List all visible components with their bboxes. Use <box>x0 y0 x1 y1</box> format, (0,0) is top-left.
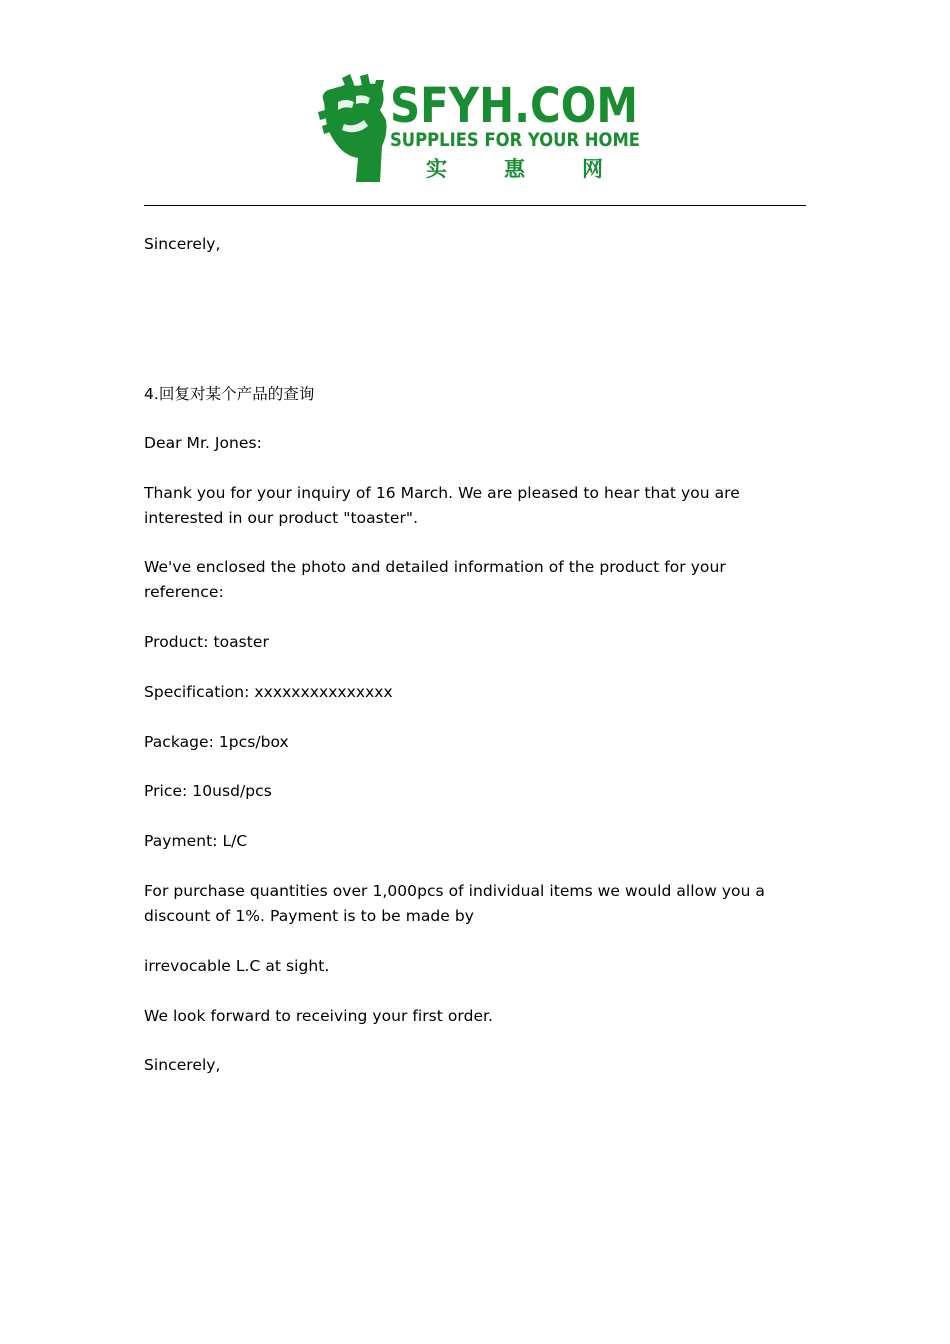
intro-line-2: interested in our product "toaster". <box>144 509 419 527</box>
logo-char-1: 实 <box>426 156 447 181</box>
page-header <box>144 0 806 207</box>
logo-char-3: 网 <box>582 156 603 181</box>
intro-line-1: Thank you for your inquiry of 16 March. We are pleased to hear that you are <box>144 484 740 502</box>
price-line: Price: 10usd/pcs <box>144 782 272 800</box>
section-title: 回复对某个产品的查询 <box>158 385 315 403</box>
package-line: Package: 1pcs/box <box>144 733 289 751</box>
discount-line-2: discount of 1%. Payment is to be made by <box>144 907 474 925</box>
closing: Sincerely, <box>144 1056 221 1074</box>
terms-line: irrevocable L.C at sight. <box>144 957 330 975</box>
product-line: Product: toaster <box>144 633 269 651</box>
section-heading <box>144 382 806 407</box>
enclosed-line-1: We've enclosed the photo and detailed information of the product for your <box>144 558 726 576</box>
previous-closing: Sincerely, <box>144 235 221 253</box>
section-number: 4. <box>144 385 159 403</box>
sfyh-logo <box>316 72 642 184</box>
salutation: Dear Mr. Jones: <box>144 434 262 452</box>
payment-line: Payment: L/C <box>144 832 248 850</box>
logo-tagline: SUPPLIES FOR YOUR HOME <box>390 129 640 151</box>
logo-brand: SFYH.COM <box>390 78 638 134</box>
sfyh-logo-graphic <box>316 72 642 184</box>
closing-remark: We look forward to receiving your first order. <box>144 1007 494 1025</box>
specification-line: Specification: xxxxxxxxxxxxxxx <box>144 683 393 701</box>
header-divider <box>144 205 806 206</box>
enclosed-line-2: reference: <box>144 583 224 601</box>
logo-char-2: 惠 <box>504 156 525 181</box>
discount-line-1: For purchase quantities over 1,000pcs of individual items we would allow you a <box>144 882 765 900</box>
